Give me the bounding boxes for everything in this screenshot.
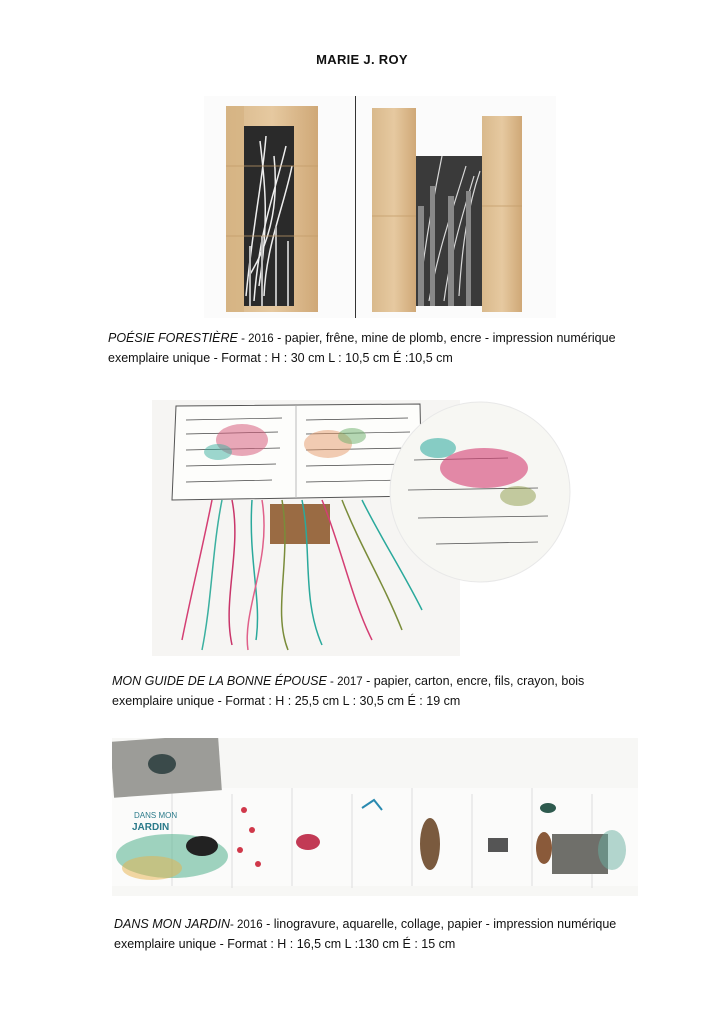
accordion-garden-book-photo — [112, 738, 638, 896]
detail-circle-photo — [388, 400, 572, 584]
work-details: - linogravure, aquarelle, collage, papier - impression numérique — [262, 917, 617, 931]
wooden-book-sculptures-photo — [204, 96, 556, 318]
caption-poesie-forestiere — [108, 329, 668, 368]
work-title: DANS MON JARDIN — [114, 917, 230, 931]
work-year: - 2016 — [229, 919, 263, 931]
photo-divider — [355, 96, 356, 318]
work-format: exemplaire unique - Format : H : 16,5 cm L :130 cm É : 15 cm — [114, 937, 456, 951]
work-year: - 2016 — [237, 333, 274, 345]
caption-mon-guide — [112, 672, 672, 711]
work-format: exemplaire unique - Format : H : 25,5 cm L : 30,5 cm É : 19 cm — [112, 694, 461, 708]
work-format: exemplaire unique - Format : H : 30 cm L : 10,5 cm É :10,5 cm — [108, 351, 453, 365]
cover-title-line1: DANS MON — [134, 811, 178, 820]
page-title: MARIE J. ROY — [316, 52, 408, 67]
work-year: - 2017 — [326, 676, 363, 688]
work-title: MON GUIDE DE LA BONNE ÉPOUSE — [112, 674, 327, 688]
work-details: - papier, frêne, mine de plomb, encre - impression numérique — [273, 331, 616, 345]
work-details: - papier, carton, encre, fils, crayon, bois — [362, 674, 585, 688]
cover-title-line2: JARDIN — [132, 822, 170, 833]
work-title: POÉSIE FORESTIÈRE — [108, 331, 238, 345]
caption-dans-mon-jardin — [114, 915, 674, 954]
